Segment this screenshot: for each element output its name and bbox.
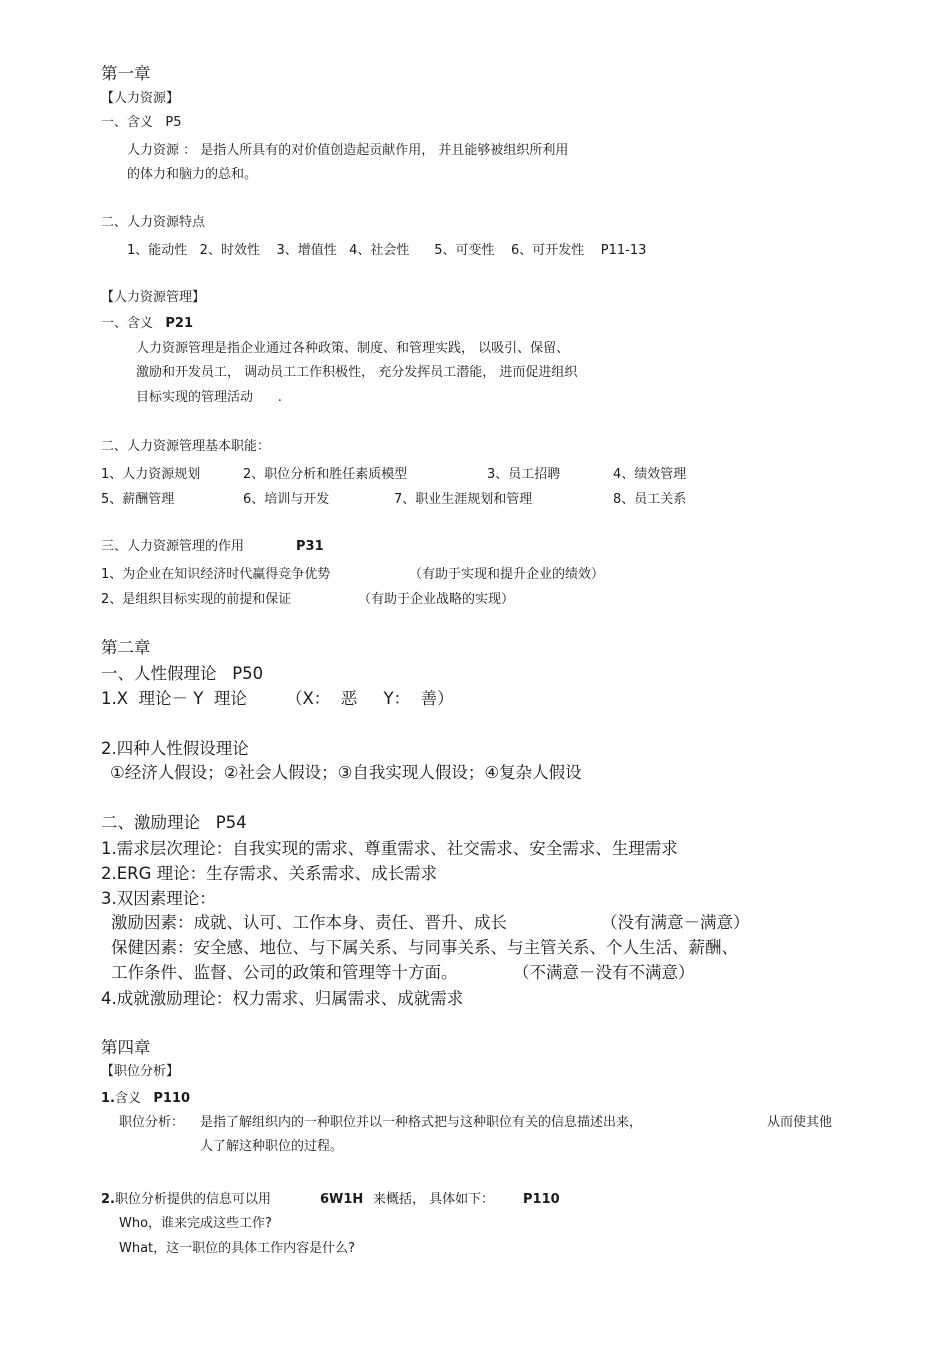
job-analysis-info-mid: 来概括， 具体如下： bbox=[373, 1192, 495, 1207]
job-analysis-def-label: 职位分析： bbox=[119, 1115, 185, 1130]
hrm-functions-title: 二、人力资源管理基本职能： bbox=[101, 439, 271, 454]
hr-definition-line-2: 的体力和脑力的总和。 bbox=[127, 167, 258, 182]
hr-meaning-title: 一、含义 P5 bbox=[101, 115, 182, 130]
chapter-1-title: 第一章 bbox=[101, 64, 151, 83]
hygiene-line-2: 工作条件、监督、公司的政策和管理等十方面。 bbox=[111, 963, 458, 982]
hr-features-list: 1、能动性 2、时效性 3、增值性 4、社会性 5、可变性 6、可开发性 P11-13 bbox=[127, 243, 647, 258]
hygiene-line-1: 保健因素：安全感、地位、与下属关系、与同事关系、与主管关系、个人生活、薪酬、 bbox=[111, 938, 738, 957]
xy-theory: 1.X 理论－ Y 理论 bbox=[101, 689, 247, 708]
job-analysis-info-label: 职位分析提供的信息可以用 bbox=[114, 1192, 271, 1207]
hrm-meaning-page: P21 bbox=[165, 316, 194, 331]
hrm-role-title bbox=[101, 539, 244, 555]
job-analysis-def-line-1: 是指了解组织内的一种职位并以一种格式把与这种职位有关的信息描述出来， bbox=[200, 1115, 643, 1130]
hrm-role-2-note: （有助于企业战略的实现） bbox=[358, 592, 515, 607]
hrm-definition-line-2: 激励和开发员工， 调动员工工作积极性， 充分发挥员工潜能， 进而促进组织 bbox=[136, 365, 578, 380]
chapter-2-title: 第二章 bbox=[101, 638, 151, 657]
hrm-role-1: 1、为企业在知识经济时代赢得竞争优势 bbox=[101, 567, 331, 582]
motivators-note: （没有满意－满意） bbox=[601, 913, 750, 932]
hr-features-title: 二、人力资源特点 bbox=[101, 215, 206, 230]
hrm-function-item: 4、绩效管理 bbox=[613, 467, 687, 482]
hrm-meaning-title bbox=[101, 316, 193, 332]
hrm-role-page: P31 bbox=[296, 539, 324, 554]
job-analysis-meaning-label: 含义 bbox=[114, 1091, 154, 1106]
hrm-definition-line-1: 人力资源管理是指企业通过各种政策、制度、和管理实践， 以吸引、保留、 bbox=[136, 341, 570, 356]
hrm-function-item: 6、培训与开发 bbox=[243, 492, 330, 507]
hygiene-note: （不满意－没有不满意） bbox=[513, 963, 695, 982]
section-number: 1. bbox=[101, 1091, 115, 1106]
need-hierarchy: 1.需求层次理论：自我实现的需求、尊重需求、社交需求、安全需求、生理需求 bbox=[101, 839, 678, 858]
hrm-function-item: 2、职位分析和胜任素质模型 bbox=[243, 467, 408, 482]
hrm-role-label: 三、人力资源管理的作用 bbox=[101, 539, 245, 554]
job-analysis-heading: 【职位分析】 bbox=[101, 1064, 180, 1079]
job-analysis-meaning-page: P110 bbox=[153, 1091, 191, 1106]
who-question: Who，谁来完成这些工作? bbox=[119, 1216, 272, 1231]
section-number: 2. bbox=[101, 1192, 115, 1207]
hrm-heading: 【人力资源管理】 bbox=[101, 290, 206, 305]
chapter-4-title: 第四章 bbox=[101, 1038, 151, 1057]
hrm-function-item: 3、员工招聘 bbox=[487, 467, 561, 482]
hr-definition-line-1: 人力资源 ： 是指人所具有的对价值创造起贡献作用， 并且能够被组织所利用 bbox=[127, 143, 569, 158]
six-w-one-h: 6W1H bbox=[320, 1192, 364, 1207]
hrm-function-item: 7、职业生涯规划和管理 bbox=[394, 492, 533, 507]
erg-theory: 2.ERG 理论：生存需求、关系需求、成长需求 bbox=[101, 864, 438, 883]
what-question: What，这一职位的具体工作内容是什么? bbox=[119, 1241, 356, 1256]
job-analysis-info-page: P110 bbox=[523, 1192, 560, 1207]
hrm-function-item: 8、员工关系 bbox=[613, 492, 687, 507]
achievement-theory: 4.成就激励理论：权力需求、归属需求、成就需求 bbox=[101, 989, 464, 1008]
motivators: 激励因素：成就、认可、工作本身、责任、晋升、成长 bbox=[111, 913, 507, 932]
hrm-function-item: 5、薪酬管理 bbox=[101, 492, 175, 507]
hrm-function-item: 1、人力资源规划 bbox=[101, 467, 201, 482]
hrm-role-1-note: （有助于实现和提升企业的绩效） bbox=[409, 567, 605, 582]
two-factor-title: 3.双因素理论： bbox=[101, 889, 216, 908]
hrm-meaning-label: 一、含义 bbox=[101, 316, 166, 331]
hrm-definition-line-3: 目标实现的管理活动 . bbox=[136, 390, 282, 405]
job-analysis-meaning-title bbox=[101, 1091, 190, 1107]
job-analysis-def-line-2: 人了解这种职位的过程。 bbox=[200, 1139, 344, 1154]
xy-theory-note: （X： 恶 Y： 善） bbox=[286, 689, 454, 708]
motivation-title: 二、激励理论 P54 bbox=[101, 813, 247, 832]
human-nature-title: 一、人性假理论 P50 bbox=[101, 664, 264, 683]
hr-heading: 【人力资源】 bbox=[101, 91, 180, 106]
four-assumptions-title: 2.四种人性假设理论 bbox=[101, 739, 249, 758]
job-analysis-def-line-1-tail: 从而使其他 bbox=[767, 1115, 833, 1130]
four-assumptions-list: ①经济人假设；②社会人假设；③自我实现人假设；④复杂人假设 bbox=[110, 763, 582, 782]
hrm-role-2: 2、是组织目标实现的前提和保证 bbox=[101, 592, 292, 607]
job-analysis-info-title bbox=[101, 1192, 271, 1208]
